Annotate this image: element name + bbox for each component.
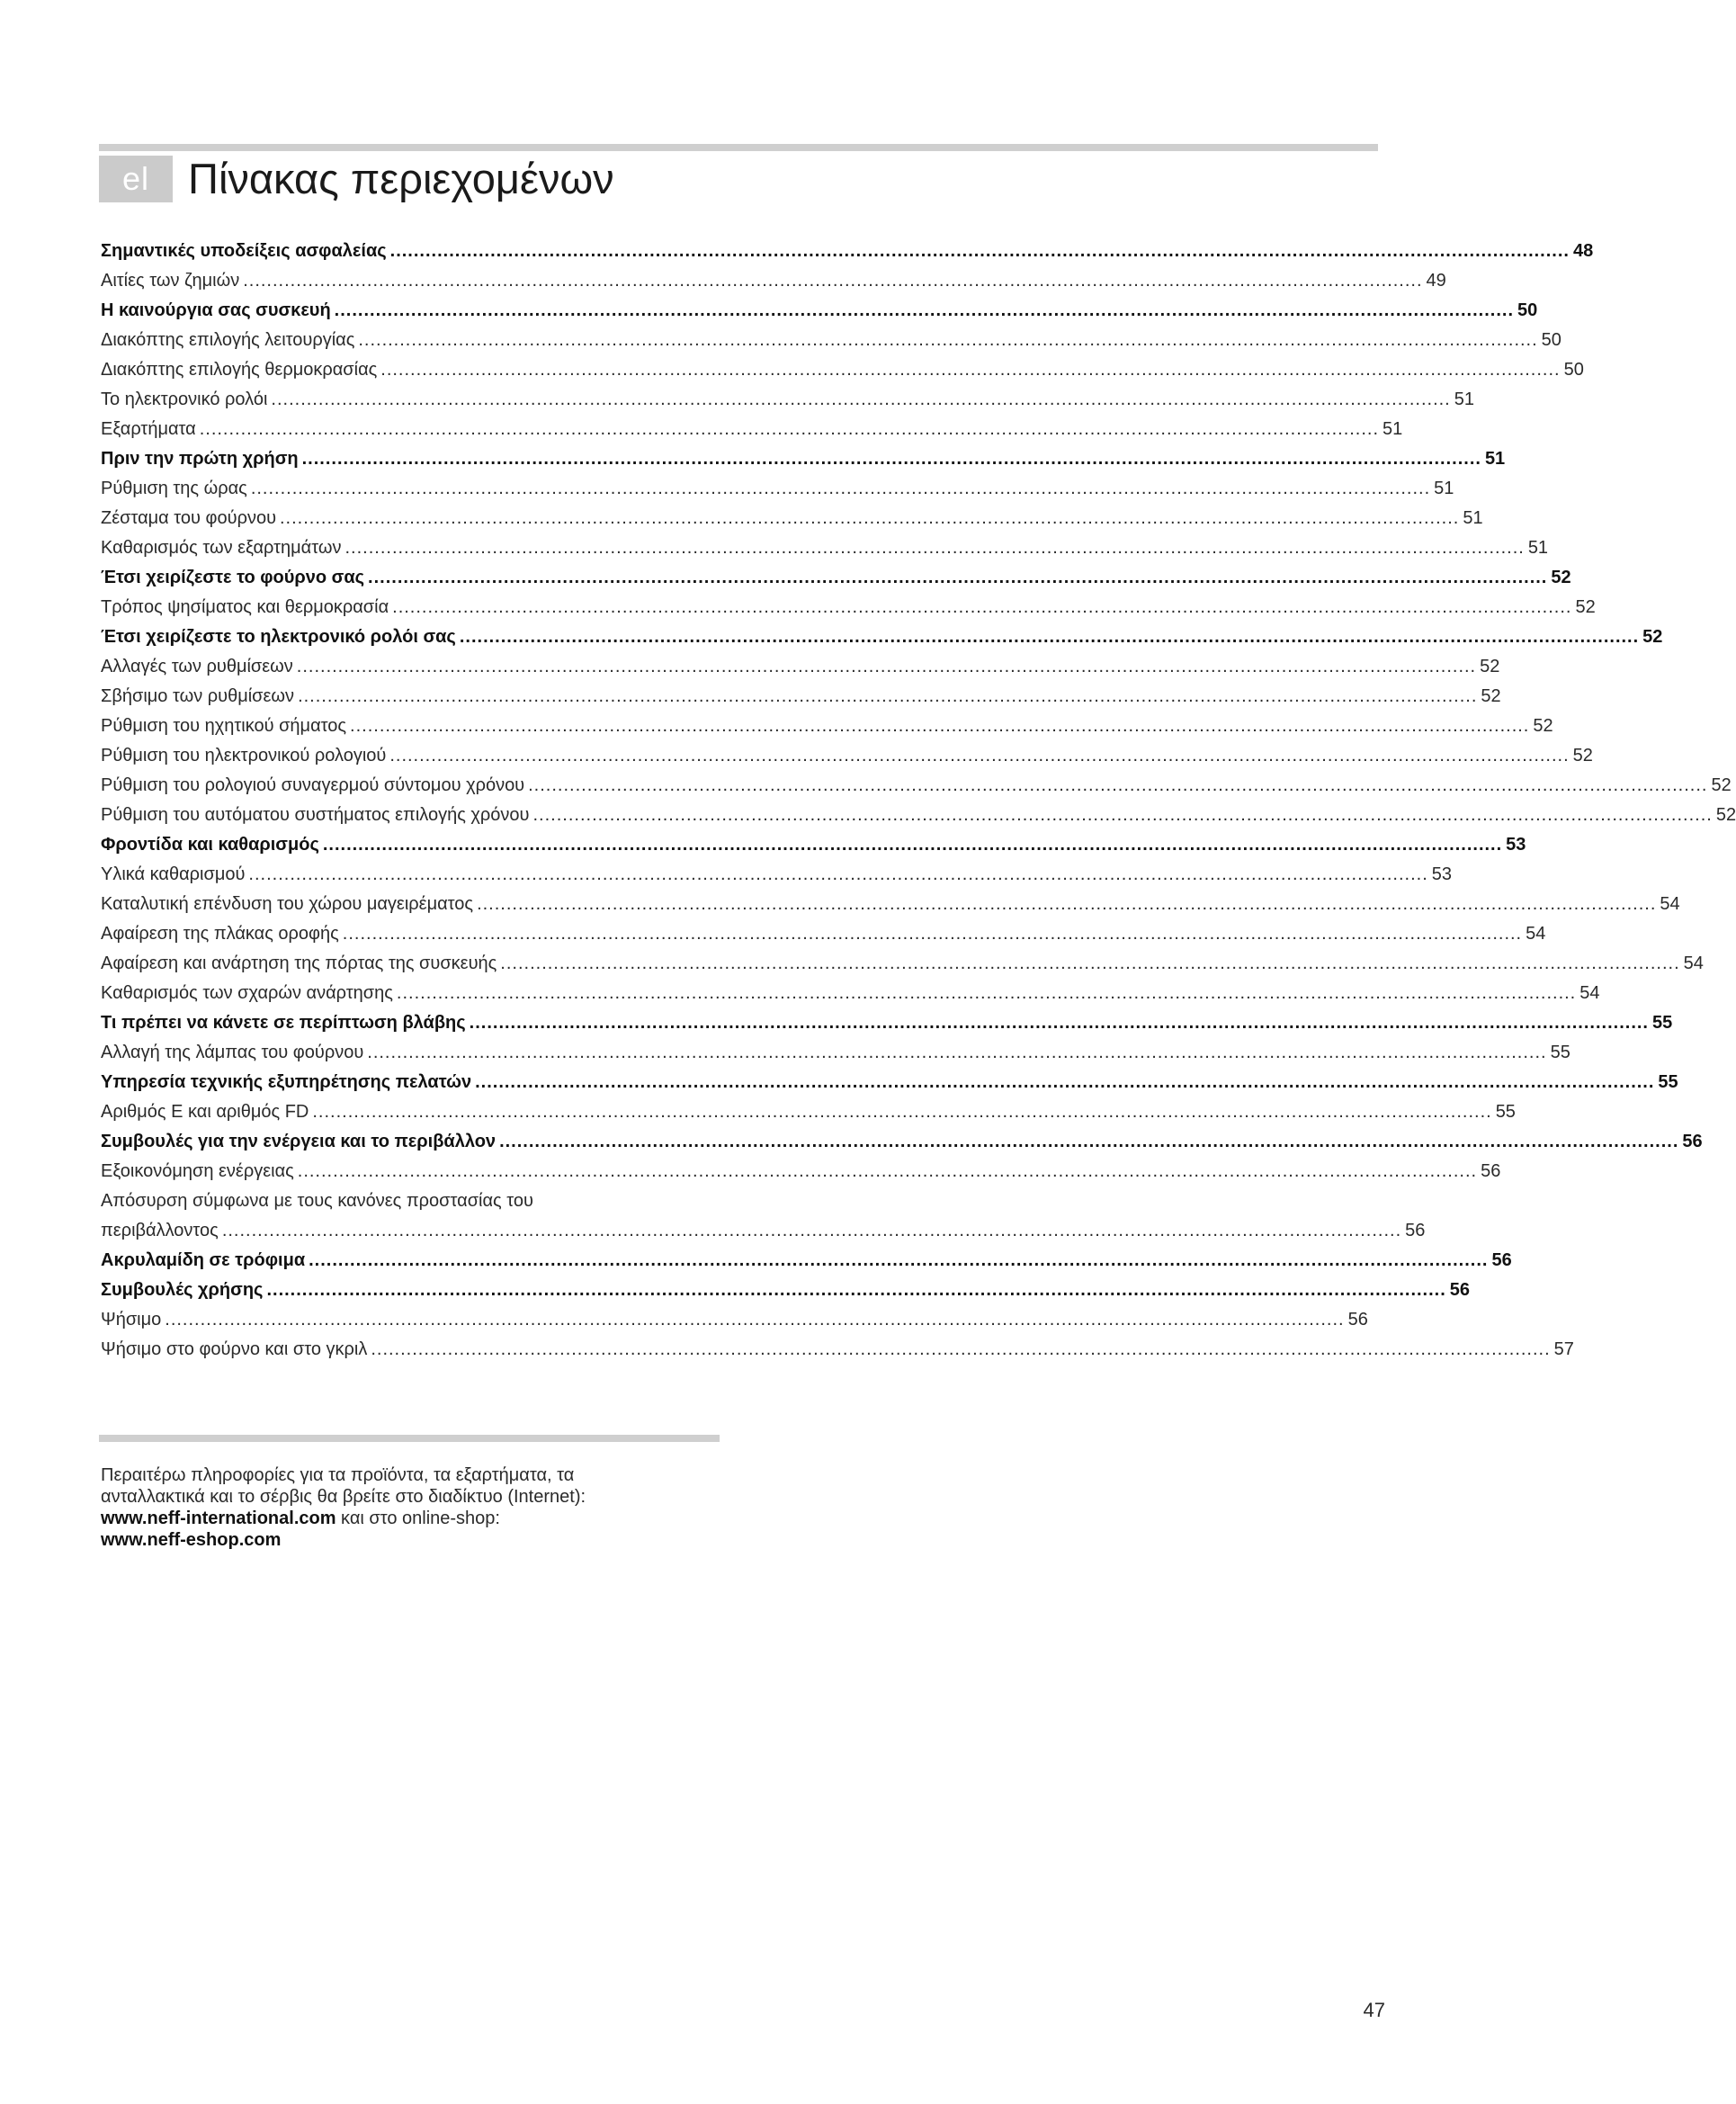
toc-dot-leader [475,1068,1654,1097]
toc-entry-title: Ρύθμιση της ώρας [101,479,247,498]
toc-dot-leader [248,860,1427,890]
toc-entry-title: Σβήσιμο των ρυθμίσεων [101,686,295,706]
footer-line-3 [101,1508,748,1529]
toc-dot-leader [358,326,1537,355]
toc-page-number: 57 [1553,1339,1574,1359]
toc-dot-leader [222,1216,1401,1246]
toc-entry[interactable] [101,741,1593,771]
toc-section-entry[interactable] [101,237,1594,266]
toc-dot-leader [345,533,1524,563]
toc-dot-leader [380,355,1560,385]
toc-entry[interactable] [101,1186,720,1216]
toc-entry[interactable] [101,1157,1501,1186]
toc-entry-title: Ρύθμιση του ρολογιού συναγερμού σύντομου χρόνου [101,775,525,795]
toc-page-number: 52 [1551,568,1571,587]
toc-entry[interactable] [101,533,1549,563]
toc-entry-title: Υλικά καθαρισμού [101,864,246,884]
toc-section-entry[interactable] [101,1127,1703,1157]
top-rule [99,144,1378,151]
toc-entry-title: Η καινούργια σας συσκευή [101,300,331,320]
toc-page-number: 56 [1491,1250,1512,1270]
website-link[interactable]: www.neff-international.com [101,1509,336,1528]
toc-page-number: 50 [1517,300,1538,320]
toc-entry-title: Σημαντικές υποδείξεις ασφαλείας [101,241,387,261]
footer-line-4 [101,1529,748,1551]
bottom-rule [99,1435,720,1442]
toc-entry-title: Τι πρέπει να κάνετε σε περίπτωση βλάβης [101,1013,466,1033]
toc-entry-title-continued: περιβάλλοντος [101,1221,219,1240]
toc-page-number: 53 [1506,835,1526,855]
toc-dot-leader [470,1008,1649,1038]
toc-page-number: 51 [1454,389,1474,409]
toc-dot-leader [371,1335,1550,1365]
toc-entry[interactable] [101,593,1596,622]
toc-entry-title: Ακρυλαμίδη σε τρόφιμα [101,1250,306,1270]
toc-entry-title: Καθαρισμός των σχαρών ανάρτησης [101,983,393,1003]
toc-page-number: 56 [1449,1280,1471,1300]
toc-page-number: 48 [1572,241,1594,261]
toc-dot-leader [460,622,1639,652]
toc-entry-title: Καταλυτική επένδυση του χώρου μαγειρέματος [101,894,474,914]
toc-entry[interactable] [101,326,1562,355]
toc-dot-leader [309,1246,1488,1276]
toc-entry[interactable] [101,1038,1570,1068]
toc-entry-title: Απόσυρση σύμφωνα με τους κανόνες προστασίας του [101,1191,533,1211]
toc-dot-leader [367,1038,1546,1068]
toc-page-number: 52 [1533,716,1553,736]
toc-entry[interactable] [101,415,1403,444]
toc-entry-title: Αλλαγή της λάμπας του φούρνου [101,1043,364,1062]
toc-page-number: 56 [1682,1132,1703,1151]
toc-dot-leader [389,741,1569,771]
toc-entry-title: Φροντίδα και καθαρισμός [101,835,319,855]
toc-page-number: 52 [1481,686,1501,706]
toc-page-number: 51 [1463,508,1483,528]
toc-dot-leader [200,415,1379,444]
footer-note [101,1464,748,1551]
toc-page-number: 55 [1550,1043,1570,1062]
toc-dot-leader [266,1276,1445,1305]
toc-entry-title: Εξαρτήματα [101,419,196,439]
toc-section-entry[interactable] [101,1276,1471,1305]
toc-section-entry[interactable] [101,1246,1512,1276]
toc-entry-title: Ψήσιμο [101,1310,162,1330]
toc-entry-title: Διακόπτης επιλογής θερμοκρασίας [101,360,378,380]
toc-page-number: 52 [1480,657,1500,676]
toc-dot-leader [302,444,1481,474]
toc-dot-leader [533,801,1713,830]
toc-entry[interactable] [101,682,1501,712]
toc-entry-title: Αλλαγές των ρυθμίσεων [101,657,293,676]
toc-entry-title: Συμβουλές χρήσης [101,1280,264,1300]
toc-dot-leader [499,1127,1678,1157]
toc-entry-title: Συμβουλές για την ενέργεια και το περιβάλλον [101,1132,497,1151]
toc-dot-leader [392,593,1571,622]
toc-entry[interactable] [101,355,1584,385]
toc-dot-leader [251,474,1430,504]
toc-section-entry[interactable] [101,622,1663,652]
toc-dot-leader [297,652,1476,682]
toc-page-number: 52 [1711,775,1732,795]
toc-entry-title: Πριν την πρώτη χρήση [101,449,299,469]
toc-entry-title: Αριθμός Ε και αριθμός FD [101,1102,309,1122]
footer-line-2: ανταλλακτικά και το σέρβις θα βρείτε στο διαδίκτυο (Internet): [101,1487,586,1507]
toc-entry-title: Εξοικονόμηση ενέργειας [101,1161,294,1181]
toc-page-number: 55 [1658,1072,1678,1092]
toc-dot-leader [312,1097,1491,1127]
toc-entry[interactable] [101,771,1732,801]
toc-page-number: 56 [1405,1221,1426,1240]
toc-section-entry[interactable] [101,1008,1673,1038]
toc-entry[interactable] [101,504,1483,533]
toc-entry-title: Έτσι χειρίζεστε το φούρνο σας [101,568,365,587]
toc-section-entry[interactable] [101,296,1538,326]
eshop-link[interactable]: www.neff-eshop.com [101,1530,282,1550]
toc-page-number: 56 [1481,1161,1501,1181]
toc-section-entry[interactable] [101,1068,1678,1097]
toc-entry[interactable] [101,801,1736,830]
toc-page-number: 55 [1495,1102,1516,1122]
toc-page-number: 51 [1434,479,1454,498]
footer-line-1: Περαιτέρω πληροφορίες για τα προϊόντα, τα εξαρτήματα, τα [101,1465,575,1485]
toc-entry-title: Ρύθμιση του αυτόματου συστήματος επιλογής χρόνου [101,805,530,825]
toc-dot-leader [350,712,1529,741]
toc-entry-title: Το ηλεκτρονικό ρολόι [101,389,268,409]
toc-entry[interactable] [101,266,1446,296]
toc-entry[interactable] [101,949,1704,979]
footer-line-3-text: και στο online-shop: [336,1509,500,1528]
toc-dot-leader [165,1305,1344,1335]
toc-dot-leader [243,266,1422,296]
toc-page-number: 54 [1660,894,1680,914]
toc-page-number: 56 [1347,1310,1368,1330]
toc-dot-leader [335,296,1514,326]
toc-entry-continued[interactable] [101,1216,1426,1246]
toc-page-number: 53 [1431,864,1452,884]
toc-page-number: 54 [1579,983,1600,1003]
toc-entry[interactable] [101,385,1474,415]
toc-page-number: 51 [1383,419,1403,439]
toc-dot-leader [323,830,1502,860]
toc-entry[interactable] [101,1097,1516,1127]
toc-page-number: 51 [1484,449,1506,469]
toc-dot-leader [298,1157,1477,1186]
toc-page-number: 49 [1426,271,1446,291]
toc-entry[interactable] [101,890,1680,919]
toc-page-number: 52 [1575,597,1596,617]
toc-page-number: 52 [1642,627,1663,647]
table-of-contents [101,237,1736,1365]
language-badge: el [99,156,173,202]
toc-page-number: 54 [1526,924,1546,944]
toc-entry[interactable] [101,1305,1368,1335]
toc-entry-title: Έτσι χειρίζεστε το ηλεκτρονικό ρολόι σας [101,627,456,647]
toc-entry-title: Ψήσιμο στο φούρνο και στο γκριλ [101,1339,368,1359]
toc-entry[interactable] [101,979,1600,1008]
toc-entry[interactable] [101,474,1454,504]
toc-entry[interactable] [101,919,1546,949]
toc-page-number: 50 [1563,360,1584,380]
toc-section-entry[interactable] [101,830,1526,860]
toc-entry-title: Καθαρισμός των εξαρτημάτων [101,538,342,558]
toc-dot-leader [343,919,1522,949]
toc-page-number: 52 [1572,746,1593,765]
toc-section-entry[interactable] [101,563,1571,593]
toc-entry-title: Αιτίες των ζημιών [101,271,240,291]
toc-entry-title: Ρύθμιση του ηχητικού σήματος [101,716,347,736]
toc-dot-leader [477,890,1656,919]
toc-dot-leader [271,385,1450,415]
toc-entry[interactable] [101,1335,1574,1365]
page-title: Πίνακας περιεχομένων [188,155,614,202]
toc-entry-title: Υπηρεσία τεχνικής εξυπηρέτησης πελατών [101,1072,472,1092]
toc-page-number: 51 [1527,538,1549,558]
toc-entry[interactable] [101,860,1452,890]
toc-entry-title: Ζέσταμα του φούρνου [101,508,276,528]
toc-page-number: 54 [1683,954,1704,973]
page-header [99,156,614,202]
toc-dot-leader [500,949,1679,979]
toc-entry[interactable] [101,712,1553,741]
toc-section-entry[interactable] [101,444,1506,474]
toc-entry-title: Διακόπτης επιλογής λειτουργίας [101,330,355,350]
toc-dot-leader [298,682,1477,712]
toc-page-number: 50 [1541,330,1562,350]
toc-dot-leader [368,563,1547,593]
toc-entry-title: Αφαίρεση της πλάκας οροφής [101,924,339,944]
toc-page-number: 52 [1715,805,1736,825]
toc-dot-leader [528,771,1707,801]
toc-entry[interactable] [101,652,1500,682]
toc-entry-title: Αφαίρεση και ανάρτηση της πόρτας της συσκευής [101,954,497,973]
toc-dot-leader [397,979,1576,1008]
toc-page-number: 55 [1651,1013,1673,1033]
toc-entry-title: Ρύθμιση του ηλεκτρονικού ρολογιού [101,746,387,765]
toc-dot-leader [280,504,1459,533]
toc-dot-leader [390,237,1570,266]
page-number: 47 [1363,1999,1385,2021]
toc-entry-title: Τρόπος ψησίματος και θερμοκρασία [101,597,389,617]
